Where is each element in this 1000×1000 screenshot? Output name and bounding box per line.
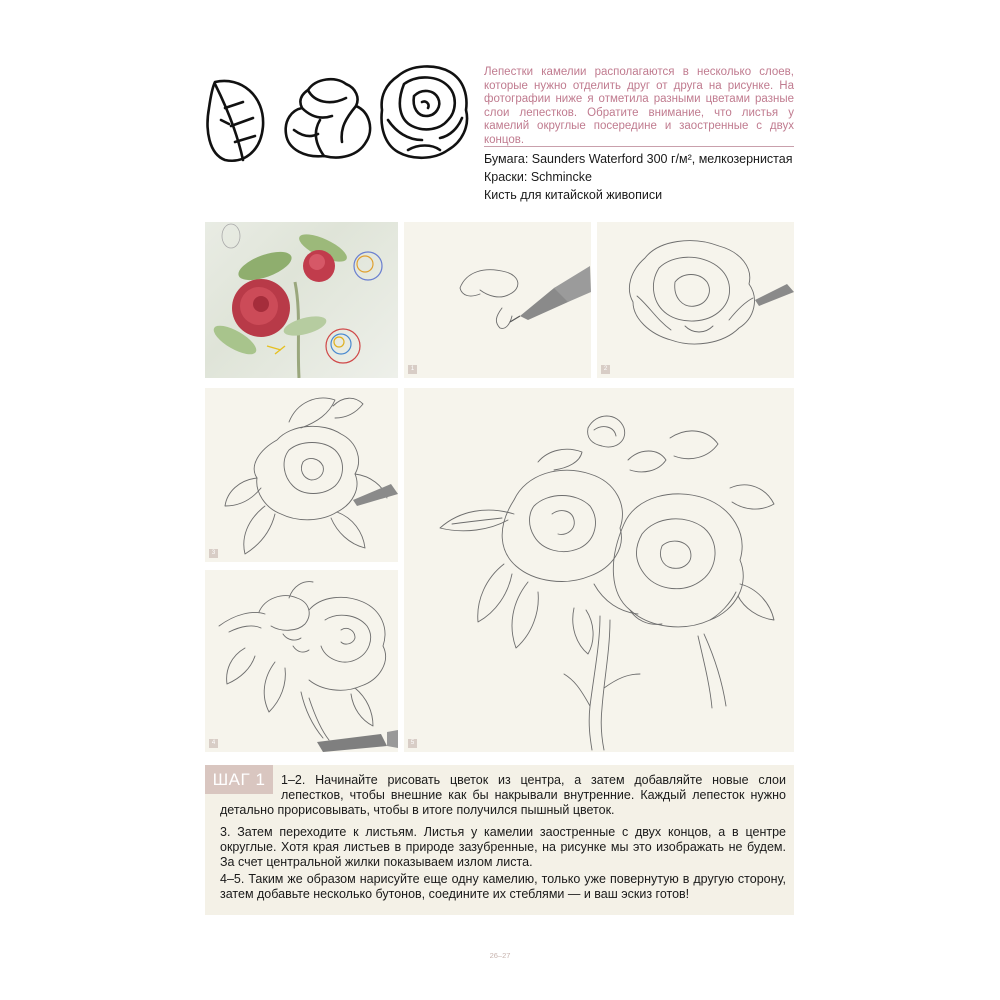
- step-panel-5: [404, 388, 794, 752]
- step-paragraph-1: [220, 773, 786, 818]
- step-tag-spacer: [220, 773, 281, 789]
- step-panel-2: [597, 222, 794, 378]
- camellia-bud-sketch: [280, 72, 376, 162]
- step-panel-3: [205, 388, 398, 562]
- camellia-flower-sketch: [378, 62, 470, 162]
- camellia-photo: [205, 222, 398, 378]
- intro-text: Лепестки камелии располагаются в несколько слоев, которые нужно отделить друг от друга на рисунке. На фотографии ниже я отметила разными цветами разные слои лепестков. Обратите внимание, что листья у камелий округлые посередине и заостренные с двух концов.: [484, 66, 794, 146]
- step-paragraph-3: 4–5. Таким же образом нарисуйте еще одну камелию, только уже повернутую в другую сторону, затем добавьте несколько бутонов, соедините их стеблями — и ваш эскиз готов!: [220, 872, 786, 901]
- camellia-leaf-sketch: [203, 74, 269, 166]
- materials-paints: Краски: Schmincke: [484, 170, 592, 184]
- step-paragraph-1-text: 1–2. Начинайте рисовать цветок из центра, а затем добавляйте новые слои лепестков, чтобы внешние как бы накрывали внутренние. Каждый лепесток нужно детально прорисовывать, чтобы в итоге получился пышный цветок.: [220, 773, 786, 817]
- materials-brush: Кисть для китайской живописи: [484, 188, 663, 202]
- panel-number-5: 5: [408, 739, 417, 748]
- materials-paper: Бумага: Saunders Waterford 300 г/м², мелкозернистая: [484, 152, 793, 166]
- panel-number-1: 1: [408, 365, 417, 374]
- page-number: 26–27: [489, 951, 511, 960]
- panel-number-2: 2: [601, 365, 610, 374]
- step-paragraph-2: 3. Затем переходите к листьям. Листья у камелии заостренные с двух концов, а в центре округлые. Хотя края листьев в природе зазубренные, на рисунке мы это изображать не будем. За счет центральной жилки показываем излом листа.: [220, 825, 786, 869]
- step-panel-1: [404, 222, 591, 378]
- step-label: ШАГ 1: [205, 765, 273, 794]
- divider-line: [484, 146, 794, 147]
- panel-number-4: 4: [209, 739, 218, 748]
- step-panel-4: [205, 570, 398, 752]
- panel-number-3: 3: [209, 549, 218, 558]
